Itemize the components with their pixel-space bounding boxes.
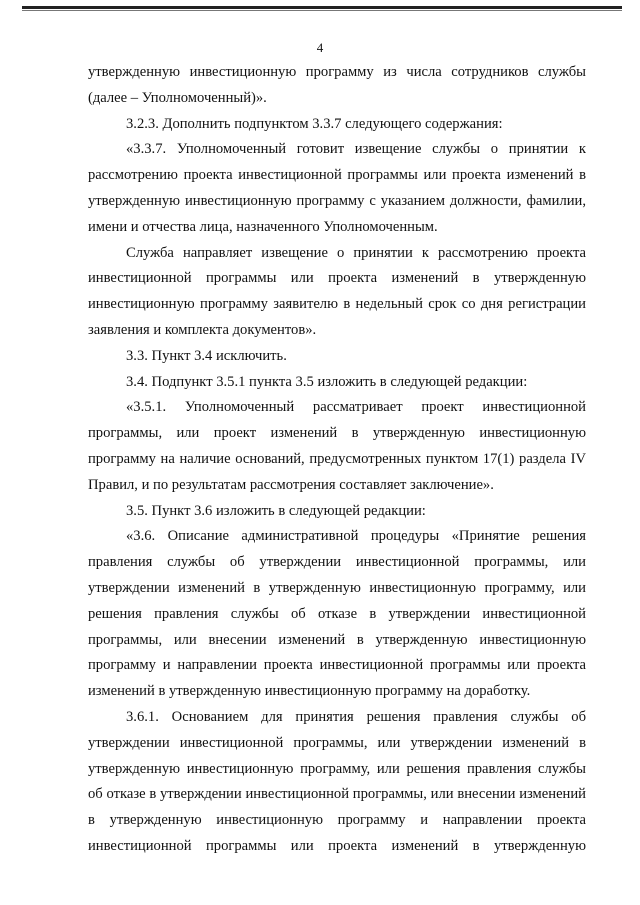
paragraph-3-2-3: 3.2.3. Дополнить подпунктом 3.3.7 следующего содержания: bbox=[126, 115, 503, 132]
top-border-line bbox=[22, 6, 622, 9]
paragraph-3-6: «3.6. Описание административной процедуры «Принятие решения правления службы об утверждении инвестиционной программы, или утверждении изменений в утвержденную инвестиционную программу, или решения правления службы об отказе в утверждении инвестиционной программы, или внесении изменений в утвержденную инвестиционную программу и направлении проекта инвестиционной программы или проекта изменений в утвержденную инвестиционную программу на доработку. bbox=[88, 528, 586, 700]
paragraph-continuation: утвержденную инвестиционную программу из числа сотрудников службы (далее – Уполномоченный)». bbox=[88, 64, 586, 106]
paragraph-3-6-1: 3.6.1. Основанием для принятия решения правления службы об утверждении инвестиционной программы, или утверждении изменений в утвержденную инвестиционную программу, или решения правления службы об отказе в утверждении инвестиционной программы, или внесении изменений в утвержденную инвестиционную программу и направлении проекта инвестиционной программы или проекта изменений в утвержденную bbox=[88, 708, 586, 854]
top-border-line-thin bbox=[22, 10, 622, 11]
paragraph-3-3: 3.3. Пункт 3.4 исключить. bbox=[126, 347, 287, 364]
paragraph-3-4: 3.4. Подпункт 3.5.1 пункта 3.5 изложить в следующей редакции: bbox=[126, 373, 528, 390]
paragraph-3-5: 3.5. Пункт 3.6 изложить в следующей редакции: bbox=[126, 502, 426, 519]
document-body bbox=[88, 60, 586, 860]
page-number: 4 bbox=[316, 40, 324, 55]
paragraph-3-5-1: «3.5.1. Уполномоченный рассматривает проект инвестиционной программы, или проект изменений в утвержденную инвестиционную программу на наличие оснований, предусмотренных пунктом 17(1) раздела IV Правил, и по результатам рассмотрения составляет заключение». bbox=[88, 399, 586, 493]
paragraph-3-3-7: «3.3.7. Уполномоченный готовит извещение службы о принятии к рассмотрению проекта инвестиционной программы или проекта изменений в утвержденную инвестиционную программу с указанием должности, фамилии, имени и отчества лица, назначенного Уполномоченным. bbox=[88, 141, 586, 235]
paragraph-service-notice: Служба направляет извещение о принятии к рассмотрению проекта инвестиционной программы или проекта изменений в утвержденную инвестиционную программу заявителю в недельный срок со дня регистрации заявления и комплекта документов». bbox=[88, 244, 586, 338]
